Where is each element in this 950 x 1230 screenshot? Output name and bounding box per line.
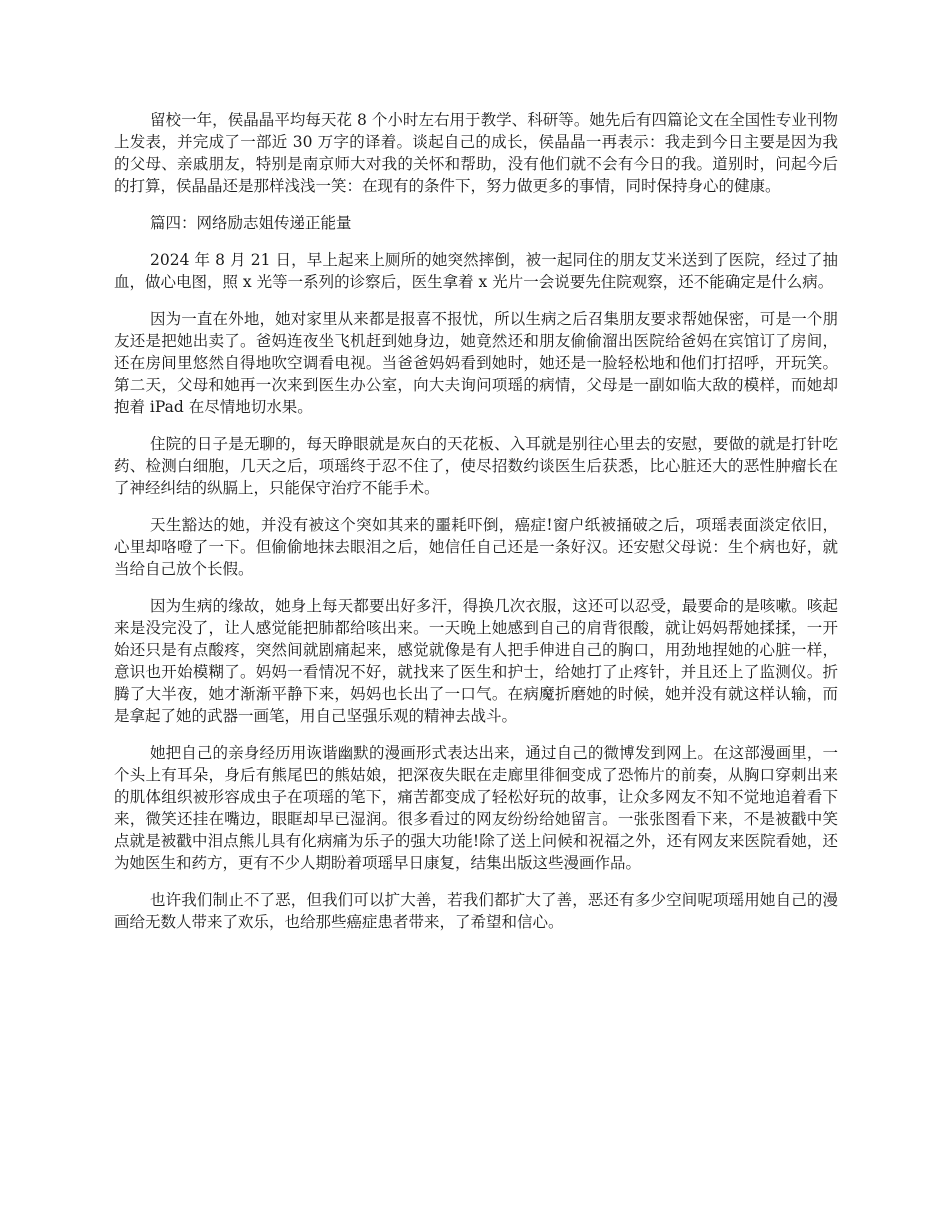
paragraph-6: 因为生病的缘故，她身上每天都要出好多汗，得换几次衣服，这还可以忍受，最要命的是咳嗽。咳起来是没完没了，让人感觉能把肺都给咳出来。一天晚上她感到自己的肩背很酸，就让妈妈帮她揉揉，一开始还只是有点酸疼，突然间就剧痛起来，感觉就像是有人把手伸进自己的胸口，用劲地捏她的心脏一样，意识也开始模糊了。妈妈一看情况不好，就找来了医生和护士，给她打了止疼针，并且还上了监测仪。折腾了大半夜，她才渐渐平静下来，妈妈也长出了一口气。在病魔折磨她的时候，她并没有就这样认输，而是拿起了她的武器一画笔，用自己坚强乐观的精神去战斗。 [114,597,838,725]
paragraph-2: 2024 年 8 月 21 日，早上起来上厕所的她突然摔倒，被一起同住的朋友艾米送到了医院，经过了抽血，做心电图，照 x 光等一系列的诊察后，医生拿着 x 光片一会说要先住院观察，还不能确定是什么病。 [114,251,838,291]
paragraph-4: 住院的日子是无聊的，每天睁眼就是灰白的天花板、入耳就是别往心里去的安慰，要做的就是打针吃药、检测白细胞，几天之后，项瑶终于忍不住了，使尽招数约谈医生后获悉，比心脏还大的恶性肿瘤长在了神经纠结的纵膈上，只能保守治疗不能手术。 [114,435,838,497]
paragraph-7: 她把自己的亲身经历用诙谐幽默的漫画形式表达出来，通过自己的微博发到网上。在这部漫画里，一个头上有耳朵，身后有熊尾巴的熊姑娘，把深夜失眠在走廊里徘徊变成了恐怖片的前奏，从胸口穿刺出来的肌体组织被形容成虫子在项瑶的笔下，痛苦都变成了轻松好玩的故事，让众多网友不知不觉地追着看下来，微笑还挂在嘴边，眼眶却早已湿润。很多看过的网友纷纷给她留言。一张张图看下来，不是被戳中笑点就是被戳中泪点熊儿具有化病痛为乐子的强大功能!除了送上问候和祝福之外，还有网友来医院看她，还为她医生和药方，更有不少人期盼着项瑶早日康复，结集出版这些漫画作品。 [114,744,838,872]
section-heading: 篇四：网络励志姐传递正能量 [150,214,352,232]
paragraph-3: 因为一直在外地，她对家里从来都是报喜不报忧，所以生病之后召集朋友要求帮她保密，可是一个朋友还是把她出卖了。爸妈连夜坐飞机赶到她身边，她竟然还和朋友偷偷溜出医院给爸妈在宾馆订了房间，还在房间里悠然自得地吹空调看电视。当爸爸妈妈看到她时，她还是一脸轻松地和他们打招呼，开玩笑。第二天，父母和她再一次来到医生办公室，向大夫询问项瑶的病情，父母是一副如临大敌的模样，而她却抱着 iPad 在尽情地切水果。 [114,310,838,416]
paragraph-8: 也许我们制止不了恶，但我们可以扩大善，若我们都扩大了善，恶还有多少空间呢项瑶用她自己的漫画给无数人带来了欢乐，也给那些癌症患者带来，了希望和信心。 [114,891,838,931]
paragraph-5: 天生豁达的她，并没有被这个突如其来的噩耗吓倒，癌症!窗户纸被捅破之后，项瑶表面淡定依旧，心里却咯噔了一下。但偷偷地抹去眼泪之后，她信任自己还是一条好汉。还安慰父母说：生个病也好，就当给自己放个长假。 [114,516,838,578]
document-body [114,109,838,948]
paragraph-1: 留校一年，侯晶晶平均每天花 8 个小时左右用于教学、科研等。她先后有四篇论文在全国性专业刊物上发表，并完成了一部近 30 万字的译着。谈起自己的成长，侯晶晶一再表示：我走到今日主要是因为我的父母、亲戚朋友，特别是南京师大对我的关怀和帮助，没有他们就不会有今日的我。道别时，问起今后的打算，侯晶晶还是那样浅浅一笑：在现有的条件下，努力做更多的事情，同时保持身心的健康。 [114,111,838,195]
